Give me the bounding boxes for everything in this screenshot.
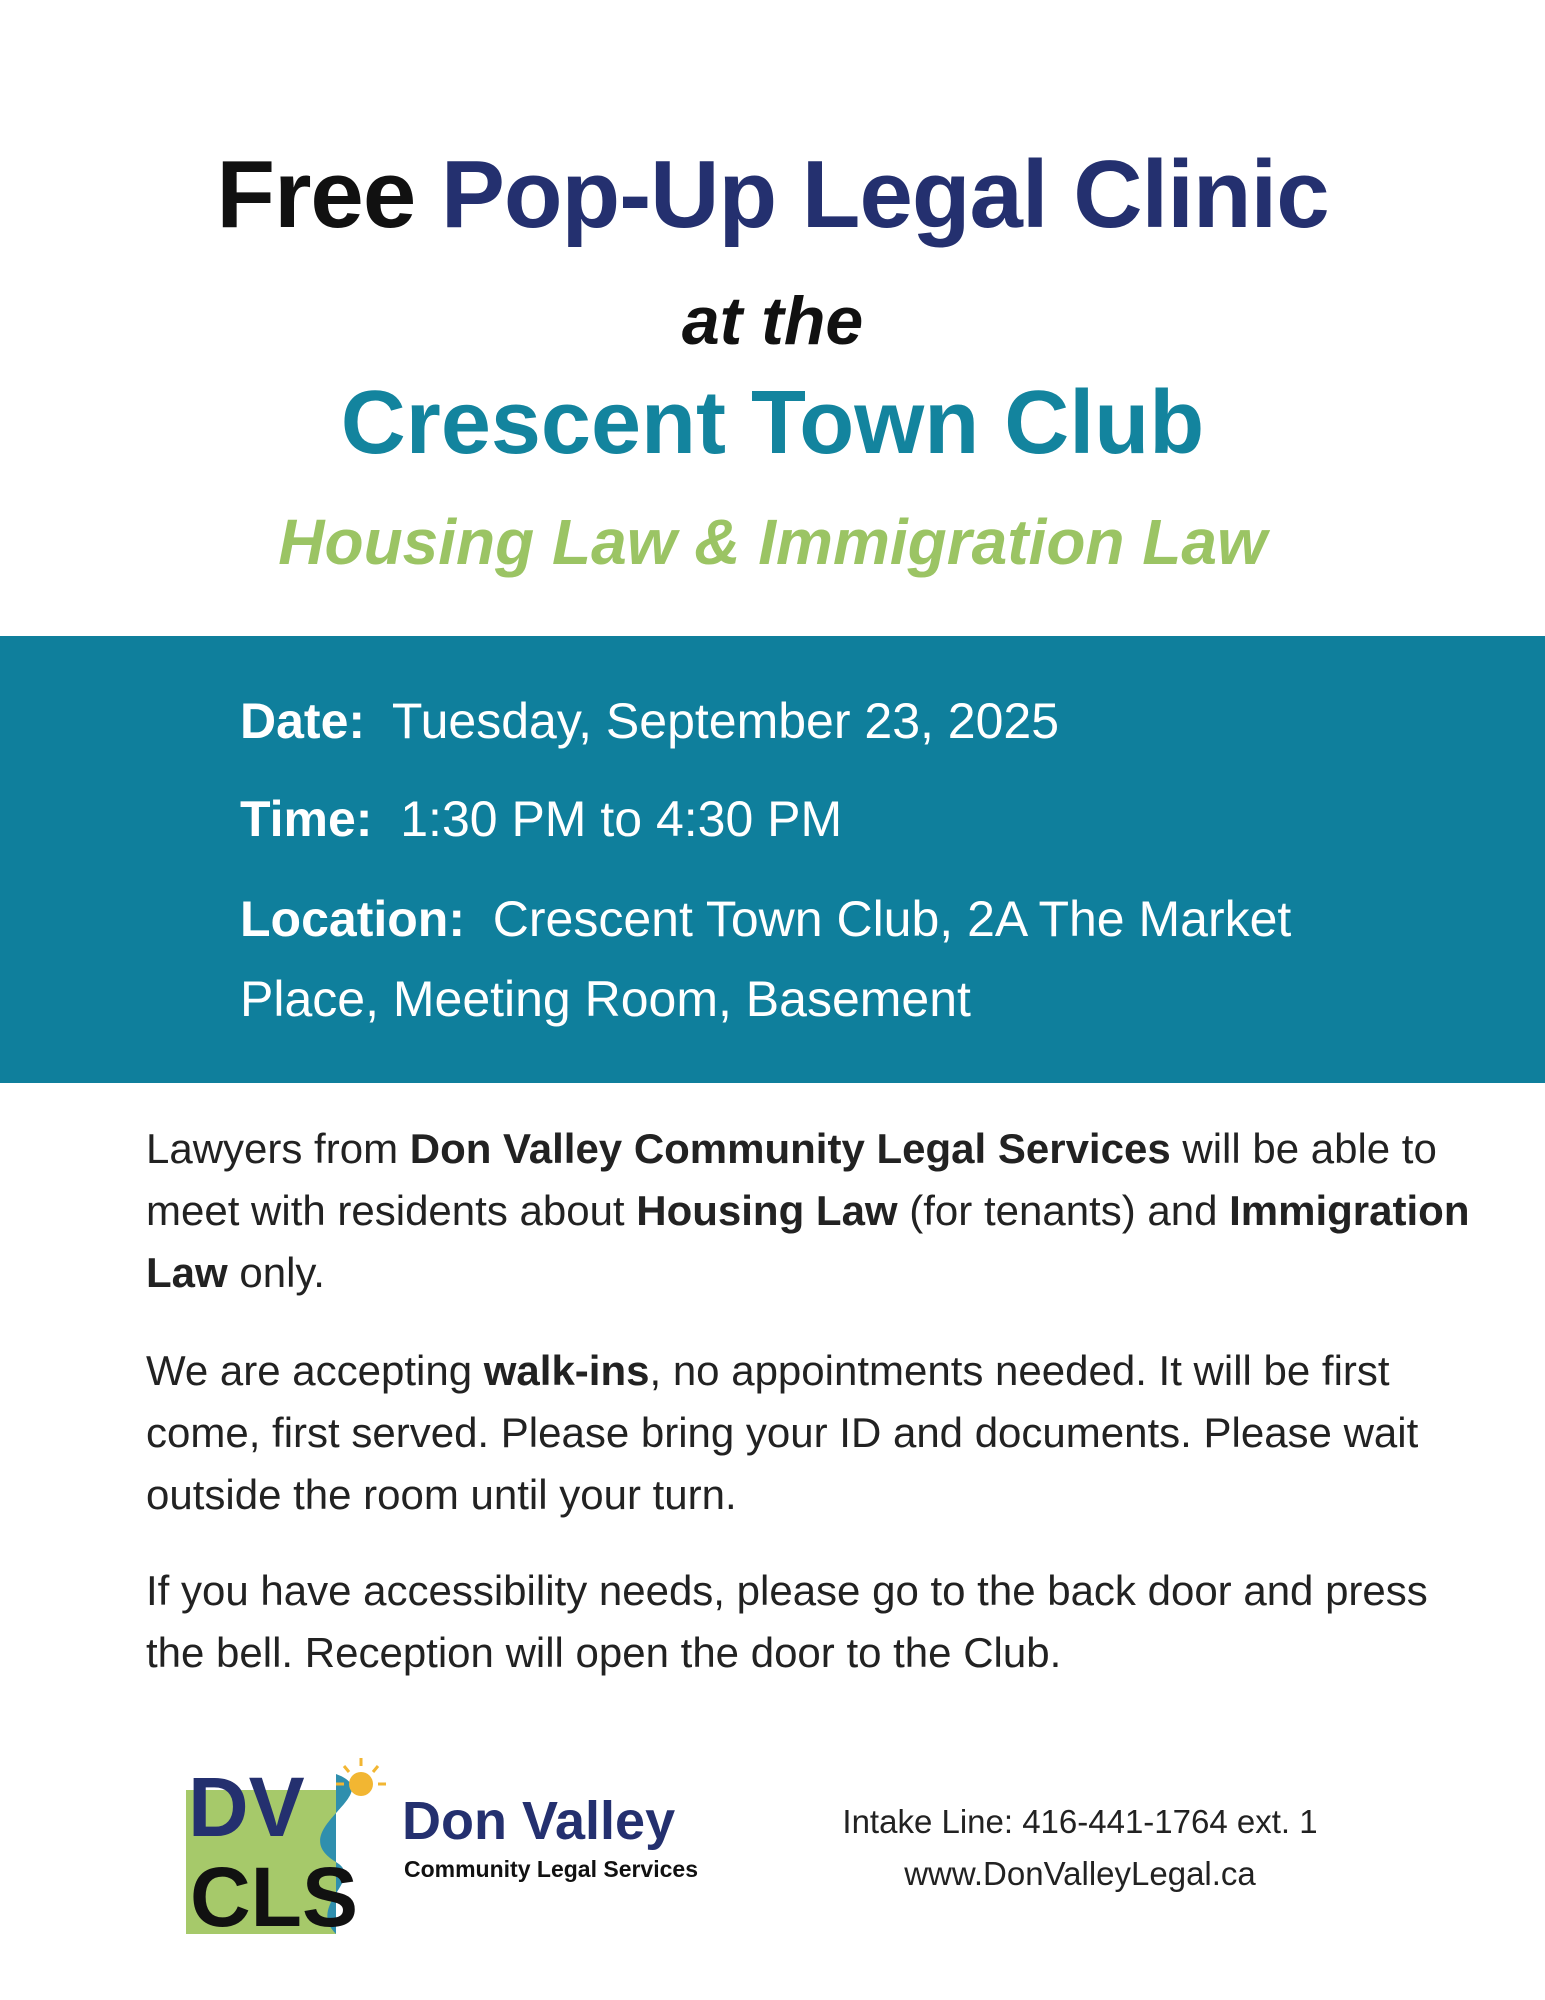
walkin-paragraph [146,1340,1476,1526]
org-mention: Don Valley Community Legal Services [409,1125,1171,1172]
venue-title: Crescent Town Club [340,373,1205,473]
p1-text-4: only. [227,1249,325,1296]
title-main: Pop-Up Legal Clinic [440,141,1329,248]
p2-text-2: , no appointments needed. It will be first come, first served. Please bring your ID and documents. Please wait outside the room until your turn. [146,1347,1419,1518]
p1-text-1: Lawyers from [146,1125,410,1172]
dvcls-logo [186,1754,396,1934]
immigration-law-mention: Immigration Law [146,1187,1470,1296]
services-paragraph [146,1118,1476,1304]
title-free: Free [216,141,416,248]
org-name: Don Valley [402,1791,676,1851]
location-row [240,879,1380,1039]
logo-cls-text: CLS [190,1850,358,1934]
org-subtitle: Community Legal Services [404,1856,698,1882]
time-row [240,779,842,859]
date-label: Date: [240,693,366,749]
walkins-mention: walk-ins [483,1347,650,1394]
p1-text-2: will be able to meet with residents about [146,1125,1437,1234]
date-value: Tuesday, September 23, 2025 [391,693,1060,749]
contact-block [820,1796,1340,1900]
time-value: 1:30 PM to 4:30 PM [400,791,843,847]
accessibility-paragraph: If you have accessibility needs, please go to the back door and press the bell. Reception will open the door to the Club. [146,1567,1428,1676]
date-row [240,681,1059,761]
location-value: Crescent Town Club, 2A The Market Place, Meeting Room, Basement [240,891,1292,1027]
subtitle: at the [681,283,864,359]
page-title [0,140,1545,250]
details-band [0,636,1545,1083]
website-link[interactable]: www.DonValleyLegal.ca [904,1855,1256,1892]
intake-line: Intake Line: 416-441-1764 ext. 1 [842,1803,1318,1840]
logo-dv-text: DV [188,1760,305,1854]
time-label: Time: [240,791,373,847]
housing-law-mention: Housing Law [636,1187,898,1234]
topics-heading: Housing Law & Immigration Law [278,506,1267,578]
p2-text-1: We are accepting [146,1347,484,1394]
p1-text-3: (for tenants) and [897,1187,1230,1234]
location-label: Location: [240,891,465,947]
